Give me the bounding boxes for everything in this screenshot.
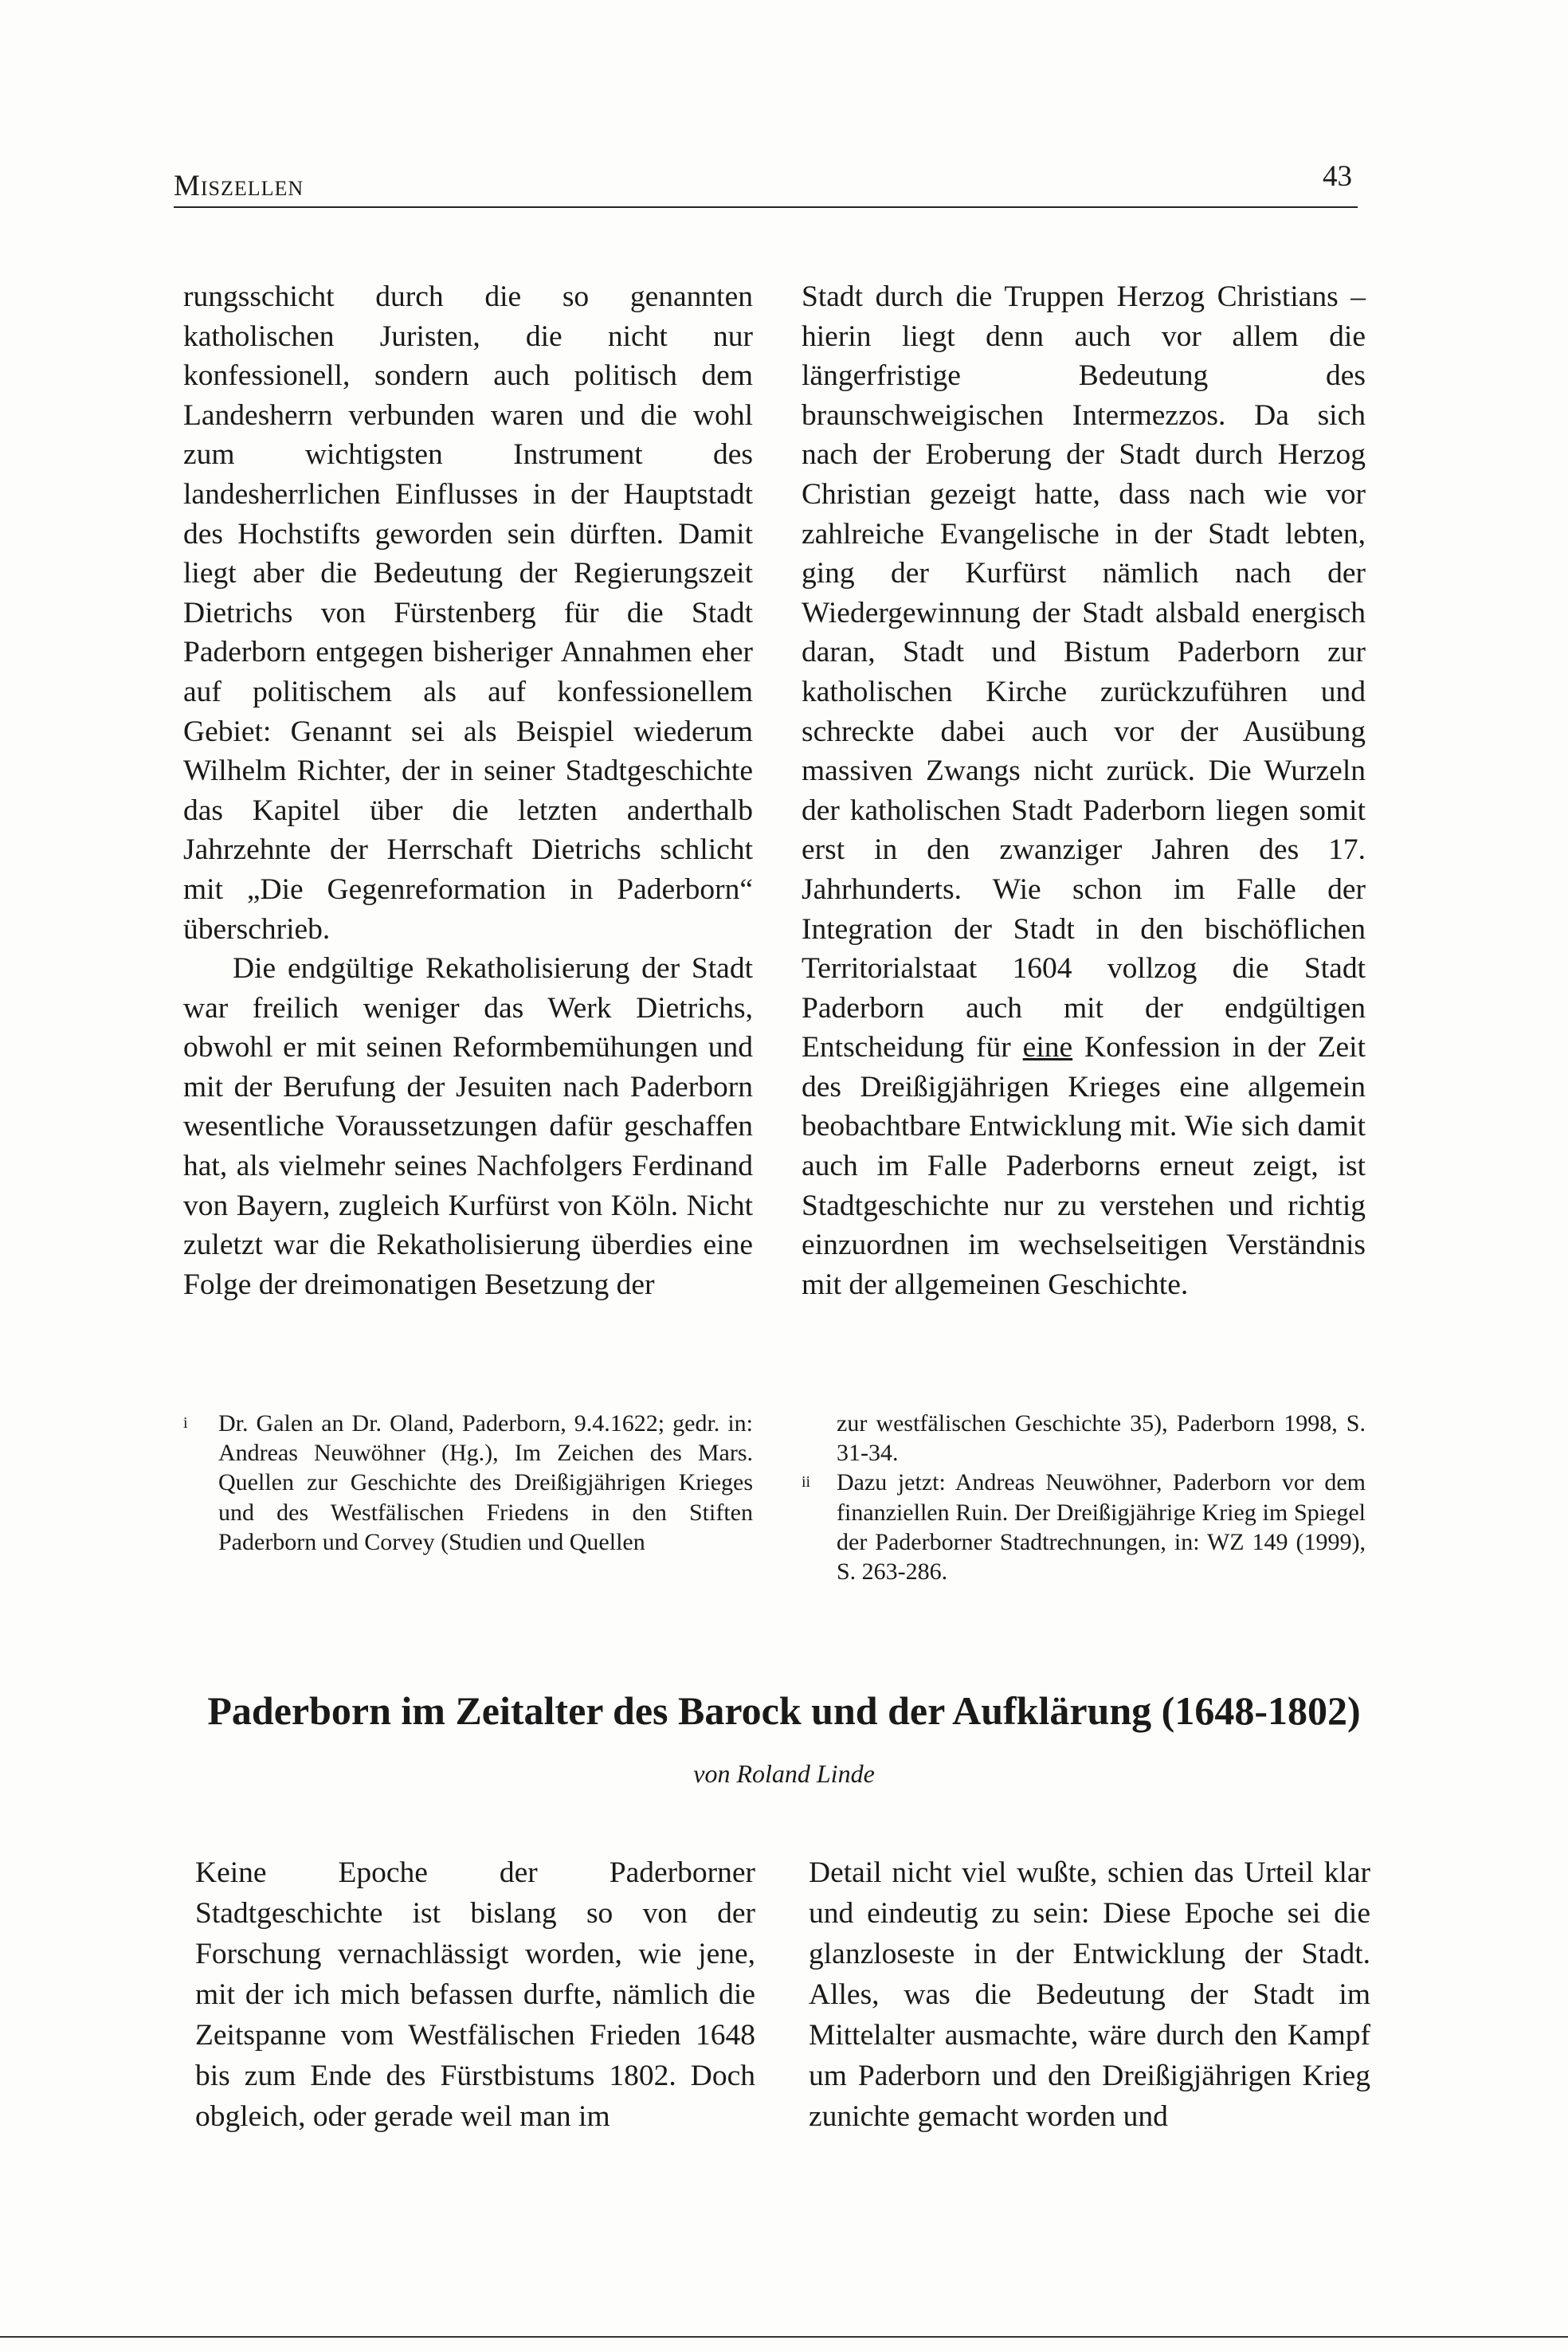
top-right-column — [802, 277, 1366, 1304]
text-run: Stadt durch die Truppen Herzog Christians – hierin liegt denn auch vor allem die längerfristige Bedeutung des braunschweigischen Intermezzos. Da sich nach der Eroberung der Stadt durch Herzog Christian gezeigt hatte, dass nach wie vor zahlreiche Evangelische in der Stadt lebten, ging der Kurfürst nämlich nach der Wiedergewinnung der Stadt alsbald energisch daran, Stadt und Bistum Paderborn zur katholischen Kirche zurückzuführen und schreckte dabei auch vor der Ausübung massiven Zwangs nicht zurück. Die Wurzeln der katholischen Stadt Paderborn liegen somit erst in den zwanziger Jahren des 17. Jahrhunderts. Wie schon im Falle der Integration der Stadt in den bischöflichen Territorialstaat 1604 vollzog die Stadt Paderborn auch mit der endgültigen Entscheidung für — [802, 280, 1366, 1064]
page-number: 43 — [1323, 160, 1352, 193]
paragraph: Keine Epoche der Paderborner Stadtgeschichte ist bislang so von der Forschung vernachlässigt worden, wie jene, mit der ich mich befassen durfte, nämlich die Zeitspanne vom Westfälischen Frieden 1648 bis zum Ende des Fürstbistums 1802. Doch obgleich, oder gerade weil man im — [195, 1856, 755, 2133]
article-byline: von Roland Linde — [693, 1759, 875, 1788]
text-run: Konfession in der Zeit des Dreißigjährigen Krieges eine allgemein beobachtbare Entwicklung mit. Wie sich damit auch im Falle Paderborns erneut zeigt, ist Stadtgeschichte nur zu verstehen und richtig einzuordnen im wechselseitigen Verständnis mit der allgemeinen Geschichte. — [802, 1031, 1366, 1301]
footnote-text: Dazu jetzt: Andreas Neuwöhner, Paderborn vor dem finanziellen Ruin. Der Dreißigjährige Krieg im Spiegel der Paderborner Stadtrechnungen, in: WZ 149 (1999), S. 263-286. — [837, 1469, 1366, 1586]
article-right-column — [809, 1852, 1370, 2137]
paragraph — [802, 277, 1366, 1304]
footnote — [183, 1409, 753, 1557]
paragraph: Die endgültige Rekatholisierung der Stadt war freilich weniger das Werk Dietrichs, obwohl er mit seinen Reformbemühungen und mit der Berufung der Jesuiten nach Paderborn wesentliche Voraussetzungen dafür geschaffen hat, als vielmehr seines Nachfolgers Ferdinand von Bayern, zugleich Kurfürst von Köln. Nicht zuletzt war die Rekatholisierung überdies eine Folge der dreimonatigen Besetzung der — [183, 952, 753, 1301]
paragraph: Detail nicht viel wußte, schien das Urteil klar und eindeutig zu sein: Diese Epoche sei die glanzloseste in der Entwicklung der Stadt. Alles, was die Bedeutung der Stadt im Mittelalter ausmachte, wäre durch den Kampf um Paderborn und den Dreißigjährigen Krieg zunichte gemacht worden und — [809, 1856, 1370, 2133]
article-title: Paderborn im Zeitalter des Barock und der Aufklärung (1648-1802) — [207, 1688, 1361, 1733]
top-left-column — [183, 277, 753, 1304]
footnote-continuation: zur westfälischen Geschichte 35), Paderborn 1998, S. 31-34. — [837, 1410, 1366, 1467]
footnote — [802, 1468, 1366, 1586]
footnote-mark: ii — [802, 1473, 811, 1492]
bottom-edge-line — [0, 2336, 1568, 2338]
footnote-text: Dr. Galen an Dr. Oland, Paderborn, 9.4.1622; gedr. in: Andreas Neuwöhner (Hg.), Im Zeichen des Mars. Quellen zur Geschichte des Dreißigjährigen Krieges und des Westfälischen Friedens in den Stiften Paderborn und Corvey (Studien und Quellen — [218, 1410, 753, 1555]
footnotes-right — [802, 1409, 1366, 1586]
underlined-word: eine — [1022, 1031, 1073, 1064]
running-header: Miszellen — [174, 170, 304, 202]
footnotes-left — [183, 1409, 753, 1557]
footnote-mark: i — [183, 1414, 188, 1432]
header-divider — [174, 206, 1358, 208]
article-left-column — [195, 1852, 755, 2137]
paragraph: rungsschicht durch die so genannten katholischen Juristen, die nicht nur konfessionell, sondern auch politisch dem Landesherrn verbunden waren und die wohl zum wichtigsten Instrument des landesherrlichen Einflusses in der Hauptstadt des Hochstifts geworden sein dürften. Damit liegt aber die Bedeutung der Regierungszeit Dietrichs von Fürstenberg für die Stadt Paderborn entgegen bisheriger Annahmen eher auf politischem als auf konfessionellem Gebiet: Genannt sei als Beispiel wiederum Wilhelm Richter, der in seiner Stadtgeschichte das Kapitel über die letzten anderthalb Jahrzehnte der Herrschaft Dietrichs schlicht mit „Die Gegenreformation in Paderborn“ überschrieb. — [183, 280, 753, 946]
